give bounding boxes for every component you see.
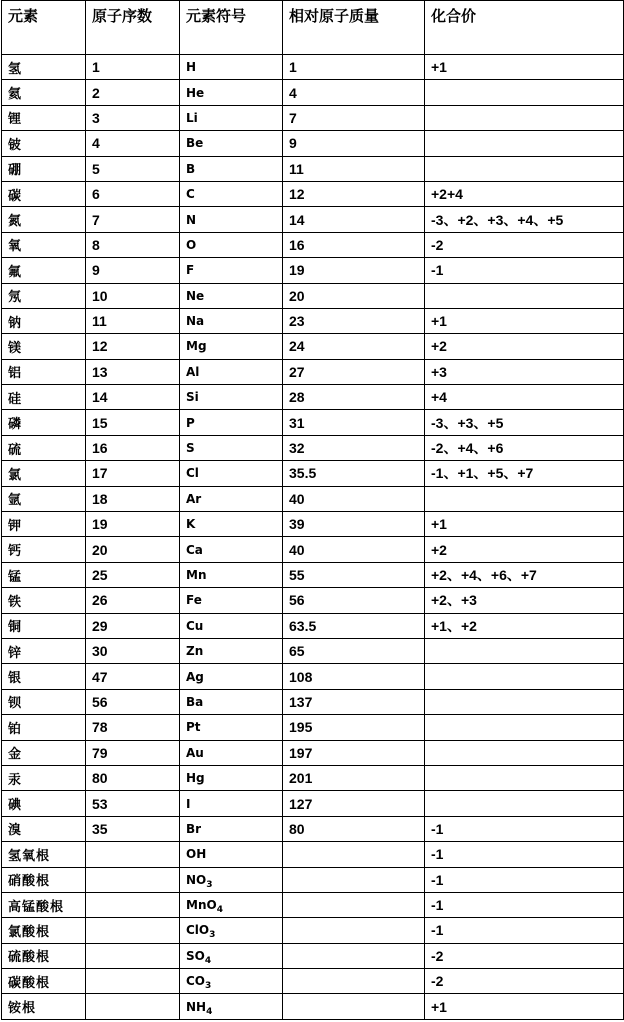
symbol-text: S [186, 441, 195, 456]
symbol-text: Ag [186, 669, 204, 684]
symbol-text: SO [186, 948, 205, 963]
atomic-number-cell: 78 [86, 715, 180, 740]
element-name-cell: 碘 [2, 791, 86, 816]
symbol-text: H [186, 60, 197, 75]
atomic-number-cell: 47 [86, 664, 180, 689]
valence-cell [425, 740, 624, 765]
symbol-subscript: 4 [204, 955, 212, 966]
symbol-text: Ar [186, 491, 202, 506]
atomic-number-cell: 17 [86, 461, 180, 486]
symbol-cell [180, 791, 283, 816]
atomic-number-cell [86, 918, 180, 943]
symbol-cell [180, 613, 283, 638]
table-row [2, 80, 624, 105]
table-row [2, 689, 624, 714]
element-name-cell: 氯 [2, 461, 86, 486]
table-row [2, 207, 624, 232]
atomic-number-cell: 15 [86, 410, 180, 435]
table-row [2, 867, 624, 892]
valence-cell [425, 715, 624, 740]
atomic-number-cell: 35 [86, 816, 180, 841]
symbol-cell [180, 308, 283, 333]
valence-cell [425, 638, 624, 663]
atomic-number-cell: 29 [86, 613, 180, 638]
valence-cell [425, 156, 624, 181]
atomic-number-cell [86, 842, 180, 867]
table-row [2, 562, 624, 587]
atomic-mass-cell [283, 842, 425, 867]
valence-cell: +1 [425, 994, 624, 1019]
symbol-cell [180, 435, 283, 460]
table-row [2, 994, 624, 1019]
symbol-subscript: 3 [209, 930, 216, 941]
valence-cell [425, 791, 624, 816]
symbol-cell [180, 943, 283, 968]
valence-cell [425, 131, 624, 156]
valence-cell: -3、+2、+3、+4、+5 [425, 207, 624, 232]
atomic-mass-cell [283, 969, 425, 994]
symbol-cell [180, 664, 283, 689]
atomic-mass-cell: 56 [283, 588, 425, 613]
element-name-cell: 金 [2, 740, 86, 765]
atomic-mass-cell: 65 [283, 638, 425, 663]
symbol-cell [180, 892, 283, 917]
table-row [2, 537, 624, 562]
symbol-subscript: 3 [206, 879, 213, 890]
symbol-text: B [186, 161, 196, 176]
atomic-number-cell: 56 [86, 689, 180, 714]
atomic-mass-cell: 201 [283, 765, 425, 790]
header-symbol: 元素符号 [180, 1, 283, 55]
element-name-cell: 硝酸根 [2, 867, 86, 892]
table-body [2, 55, 624, 1020]
element-name-cell: 铜 [2, 613, 86, 638]
table-row [2, 664, 624, 689]
element-name-cell: 镁 [2, 334, 86, 359]
table-row [2, 486, 624, 511]
element-name-cell: 锌 [2, 638, 86, 663]
symbol-text: N [186, 212, 197, 227]
valence-cell: -2、+4、+6 [425, 435, 624, 460]
valence-cell [425, 486, 624, 511]
atomic-number-cell: 11 [86, 308, 180, 333]
symbol-text: Ca [186, 542, 203, 557]
symbol-text: Na [186, 314, 205, 329]
symbol-text: Al [186, 364, 200, 379]
symbol-text: NO [186, 872, 207, 887]
symbol-text: P [186, 415, 195, 430]
element-name-cell: 氯酸根 [2, 918, 86, 943]
atomic-number-cell: 12 [86, 334, 180, 359]
atomic-number-cell: 3 [86, 105, 180, 130]
valence-cell: +1 [425, 55, 624, 80]
symbol-text: Mg [186, 339, 207, 354]
atomic-number-cell: 80 [86, 765, 180, 790]
atomic-number-cell [86, 969, 180, 994]
atomic-mass-cell: 63.5 [283, 613, 425, 638]
atomic-mass-cell: 11 [283, 156, 425, 181]
symbol-text: F [186, 263, 195, 278]
atomic-number-cell [86, 867, 180, 892]
table-row [2, 410, 624, 435]
atomic-mass-cell: 31 [283, 410, 425, 435]
table-row [2, 131, 624, 156]
symbol-subscript: 4 [206, 1006, 213, 1017]
symbol-subscript: 3 [205, 981, 212, 992]
symbol-cell [180, 105, 283, 130]
atomic-mass-cell: 108 [283, 664, 425, 689]
valence-cell: -2 [425, 232, 624, 257]
atomic-mass-cell: 19 [283, 258, 425, 283]
atomic-number-cell: 19 [86, 512, 180, 537]
table-row [2, 461, 624, 486]
valence-cell [425, 664, 624, 689]
atomic-mass-cell [283, 943, 425, 968]
atomic-number-cell: 26 [86, 588, 180, 613]
valence-cell [425, 80, 624, 105]
symbol-cell [180, 842, 283, 867]
atomic-mass-cell [283, 867, 425, 892]
atomic-mass-cell [283, 918, 425, 943]
atomic-number-cell: 4 [86, 131, 180, 156]
symbol-cell [180, 55, 283, 80]
symbol-cell [180, 715, 283, 740]
valence-cell: -1 [425, 867, 624, 892]
atomic-mass-cell [283, 994, 425, 1019]
symbol-text: Cl [186, 466, 199, 481]
valence-cell: +2、+3 [425, 588, 624, 613]
symbol-cell [180, 537, 283, 562]
element-name-cell: 氢 [2, 55, 86, 80]
symbol-cell [180, 181, 283, 206]
symbol-cell [180, 232, 283, 257]
symbol-text: Ne [186, 288, 205, 303]
atomic-mass-cell: 80 [283, 816, 425, 841]
table-row [2, 943, 624, 968]
valence-cell: -1 [425, 918, 624, 943]
symbol-text: K [186, 517, 196, 532]
atomic-number-cell: 7 [86, 207, 180, 232]
valence-cell: +1 [425, 308, 624, 333]
table-row [2, 55, 624, 80]
symbol-cell [180, 638, 283, 663]
symbol-text: Zn [186, 644, 204, 659]
atomic-number-cell: 9 [86, 258, 180, 283]
atomic-mass-cell: 35.5 [283, 461, 425, 486]
table-row [2, 359, 624, 384]
valence-cell: -1 [425, 816, 624, 841]
element-name-cell: 铍 [2, 131, 86, 156]
table-row [2, 740, 624, 765]
valence-cell: +3 [425, 359, 624, 384]
table-row [2, 918, 624, 943]
valence-cell [425, 105, 624, 130]
atomic-number-cell: 79 [86, 740, 180, 765]
element-name-cell: 氟 [2, 258, 86, 283]
atomic-mass-cell [283, 892, 425, 917]
atomic-number-cell: 6 [86, 181, 180, 206]
symbol-cell [180, 689, 283, 714]
symbol-cell [180, 740, 283, 765]
table-row [2, 283, 624, 308]
symbol-text: Cu [186, 618, 204, 633]
symbol-cell [180, 512, 283, 537]
valence-cell: -2 [425, 969, 624, 994]
element-name-cell: 锂 [2, 105, 86, 130]
element-name-cell: 氩 [2, 486, 86, 511]
table-row [2, 791, 624, 816]
atomic-mass-cell: 197 [283, 740, 425, 765]
atomic-mass-cell: 23 [283, 308, 425, 333]
element-name-cell: 铵根 [2, 994, 86, 1019]
atomic-mass-cell: 32 [283, 435, 425, 460]
header-row [2, 1, 624, 55]
table-row [2, 385, 624, 410]
atomic-mass-cell: 137 [283, 689, 425, 714]
valence-cell [425, 689, 624, 714]
atomic-number-cell: 8 [86, 232, 180, 257]
symbol-cell [180, 918, 283, 943]
atomic-mass-cell: 127 [283, 791, 425, 816]
atomic-mass-cell: 40 [283, 486, 425, 511]
symbol-text: MnO [186, 898, 217, 913]
atomic-mass-cell: 16 [283, 232, 425, 257]
table-row [2, 765, 624, 790]
symbol-cell [180, 562, 283, 587]
valence-cell: +4 [425, 385, 624, 410]
symbol-cell [180, 969, 283, 994]
element-name-cell: 碳酸根 [2, 969, 86, 994]
header-element: 元素 [2, 1, 86, 55]
element-name-cell: 硼 [2, 156, 86, 181]
symbol-cell [180, 867, 283, 892]
element-name-cell: 铁 [2, 588, 86, 613]
element-name-cell: 氦 [2, 80, 86, 105]
valence-cell: -1 [425, 842, 624, 867]
symbol-cell [180, 816, 283, 841]
table-row [2, 156, 624, 181]
table-row [2, 308, 624, 333]
element-name-cell: 氖 [2, 283, 86, 308]
table-row [2, 512, 624, 537]
atomic-mass-cell: 14 [283, 207, 425, 232]
atomic-number-cell: 14 [86, 385, 180, 410]
atomic-mass-cell: 28 [283, 385, 425, 410]
element-name-cell: 钠 [2, 308, 86, 333]
symbol-cell [180, 486, 283, 511]
atomic-mass-cell: 4 [283, 80, 425, 105]
symbol-subscript: 4 [216, 905, 223, 916]
element-name-cell: 钡 [2, 689, 86, 714]
element-name-cell: 铝 [2, 359, 86, 384]
element-name-cell: 磷 [2, 410, 86, 435]
symbol-text: Fe [186, 593, 202, 608]
valence-cell: +1 [425, 512, 624, 537]
symbol-text: O [186, 237, 197, 252]
symbol-cell [180, 588, 283, 613]
element-name-cell: 碳 [2, 181, 86, 206]
valence-cell: +2、+4、+6、+7 [425, 562, 624, 587]
valence-cell [425, 765, 624, 790]
table-row [2, 842, 624, 867]
symbol-cell [180, 334, 283, 359]
symbol-text: Au [186, 745, 204, 760]
valence-cell: -1、+1、+5、+7 [425, 461, 624, 486]
symbol-cell [180, 80, 283, 105]
atomic-number-cell: 13 [86, 359, 180, 384]
table-row [2, 181, 624, 206]
table-row [2, 232, 624, 257]
atomic-mass-cell: 9 [283, 131, 425, 156]
element-name-cell: 硫酸根 [2, 943, 86, 968]
atomic-number-cell [86, 892, 180, 917]
element-name-cell: 汞 [2, 765, 86, 790]
table-row [2, 334, 624, 359]
symbol-cell [180, 131, 283, 156]
element-table [1, 0, 624, 1020]
element-name-cell: 铂 [2, 715, 86, 740]
symbol-cell [180, 258, 283, 283]
atomic-mass-cell: 12 [283, 181, 425, 206]
element-name-cell: 氢氧根 [2, 842, 86, 867]
table-row [2, 969, 624, 994]
symbol-cell [180, 283, 283, 308]
symbol-text: Ba [186, 694, 204, 709]
element-name-cell: 高锰酸根 [2, 892, 86, 917]
table-row [2, 715, 624, 740]
valence-cell: +2 [425, 334, 624, 359]
atomic-number-cell: 18 [86, 486, 180, 511]
table-row [2, 816, 624, 841]
symbol-text: Br [186, 821, 202, 836]
symbol-text: Be [186, 136, 204, 151]
element-name-cell: 锰 [2, 562, 86, 587]
symbol-cell [180, 765, 283, 790]
table-row [2, 588, 624, 613]
valence-cell: +2+4 [425, 181, 624, 206]
symbol-cell [180, 994, 283, 1019]
symbol-text: Mn [186, 568, 207, 582]
atomic-number-cell: 25 [86, 562, 180, 587]
element-name-cell: 硅 [2, 385, 86, 410]
atomic-number-cell: 30 [86, 638, 180, 663]
atomic-mass-cell: 20 [283, 283, 425, 308]
element-name-cell: 银 [2, 664, 86, 689]
header-atomic-mass: 相对原子质量 [283, 1, 425, 55]
symbol-cell [180, 410, 283, 435]
element-name-cell: 溴 [2, 816, 86, 841]
symbol-text: Pt [186, 720, 201, 735]
symbol-text: CO [186, 974, 206, 989]
table-row [2, 613, 624, 638]
atomic-mass-cell: 24 [283, 334, 425, 359]
symbol-text: He [186, 85, 205, 100]
atomic-number-cell [86, 943, 180, 968]
atomic-mass-cell: 55 [283, 562, 425, 587]
atomic-number-cell [86, 994, 180, 1019]
symbol-text: ClO [186, 923, 210, 938]
valence-cell: -1 [425, 892, 624, 917]
symbol-cell [180, 385, 283, 410]
symbol-cell [180, 156, 283, 181]
atomic-number-cell: 1 [86, 55, 180, 80]
valence-cell: -2 [425, 943, 624, 968]
header-atomic-number: 原子序数 [86, 1, 180, 55]
valence-cell [425, 283, 624, 308]
table-row [2, 435, 624, 460]
element-name-cell: 氧 [2, 232, 86, 257]
symbol-cell [180, 207, 283, 232]
atomic-number-cell: 5 [86, 156, 180, 181]
valence-cell: +2 [425, 537, 624, 562]
valence-cell: -1 [425, 258, 624, 283]
atomic-number-cell: 10 [86, 283, 180, 308]
atomic-mass-cell: 1 [283, 55, 425, 80]
symbol-text: I [186, 796, 191, 811]
symbol-cell [180, 359, 283, 384]
atomic-mass-cell: 27 [283, 359, 425, 384]
atomic-number-cell: 53 [86, 791, 180, 816]
header-valence: 化合价 [425, 1, 624, 55]
element-name-cell: 钙 [2, 537, 86, 562]
element-name-cell: 硫 [2, 435, 86, 460]
element-name-cell: 氮 [2, 207, 86, 232]
symbol-text: Hg [186, 771, 205, 786]
table-row [2, 892, 624, 917]
atomic-mass-cell: 39 [283, 512, 425, 537]
atomic-mass-cell: 7 [283, 105, 425, 130]
valence-cell: -3、+3、+5 [425, 410, 624, 435]
symbol-text: NH [186, 999, 207, 1014]
symbol-text: OH [186, 847, 207, 862]
atomic-mass-cell: 195 [283, 715, 425, 740]
table-row [2, 105, 624, 130]
symbol-cell [180, 461, 283, 486]
atomic-number-cell: 20 [86, 537, 180, 562]
atomic-mass-cell: 40 [283, 537, 425, 562]
table-row [2, 258, 624, 283]
atomic-number-cell: 16 [86, 435, 180, 460]
symbol-text: C [186, 187, 195, 202]
symbol-text: Li [186, 110, 198, 125]
atomic-number-cell: 2 [86, 80, 180, 105]
element-name-cell: 钾 [2, 512, 86, 537]
valence-cell: +1、+2 [425, 613, 624, 638]
table-row [2, 638, 624, 663]
symbol-text: Si [186, 390, 199, 405]
